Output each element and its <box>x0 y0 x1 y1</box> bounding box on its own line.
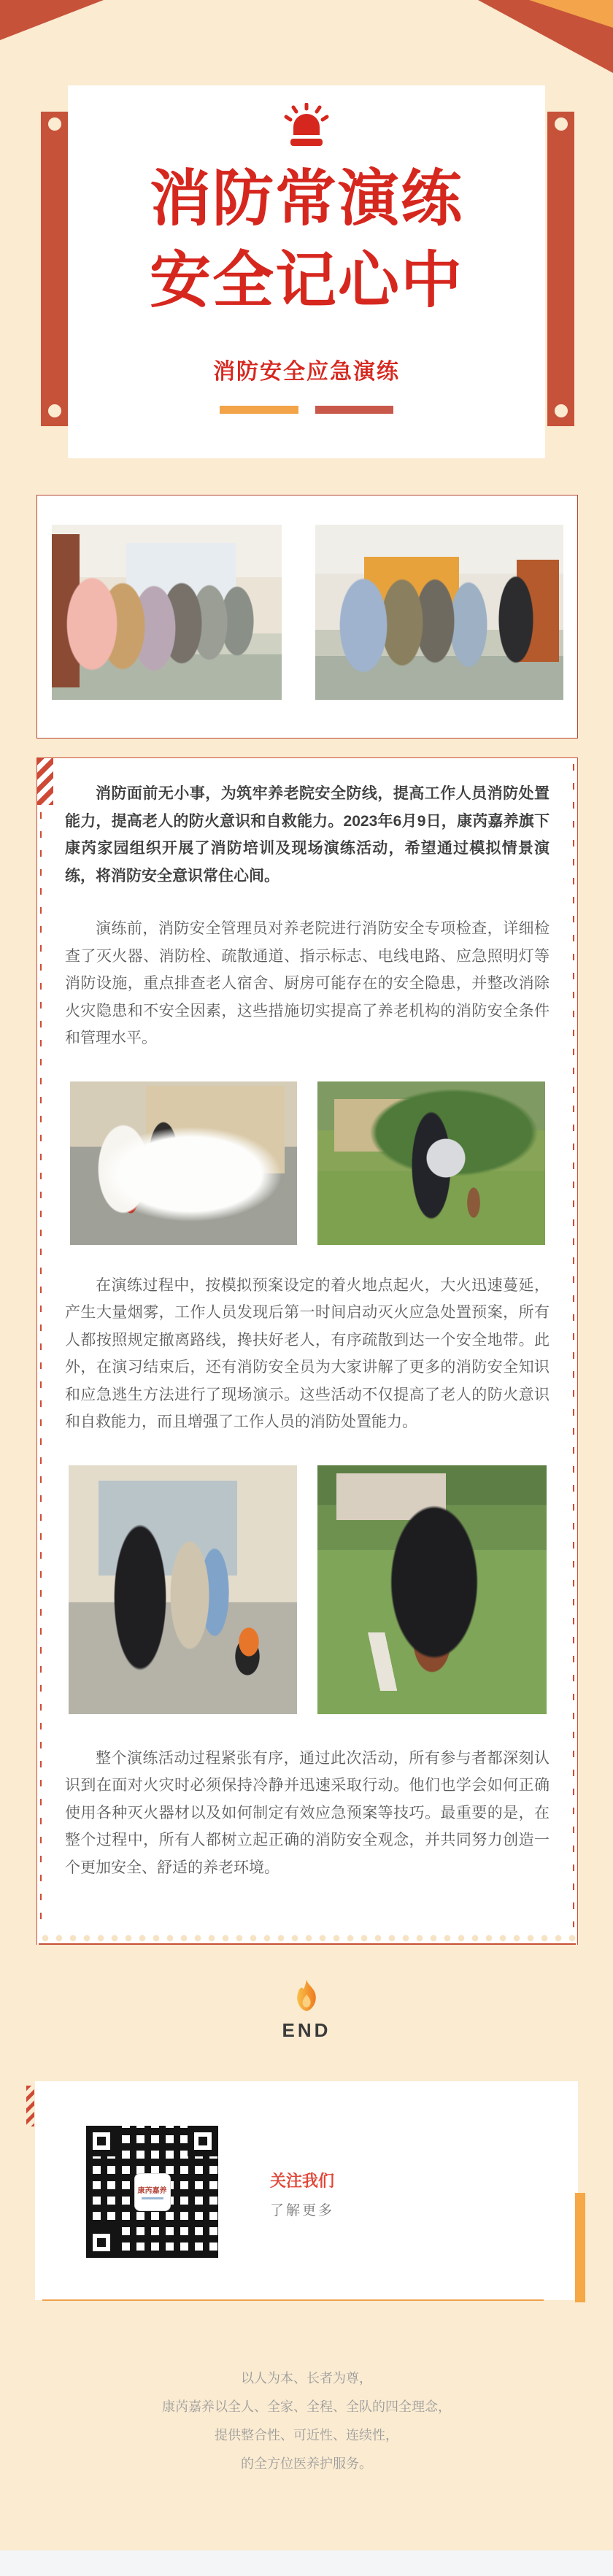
qr-code-pattern <box>86 2126 218 2258</box>
flame-icon <box>0 1979 613 2016</box>
footer-line-2: 康芮嘉养以全人、全家、全程、全队的四全理念， <box>162 2399 451 2414</box>
photo-hydrant-hose-connection <box>317 1465 547 1714</box>
article-paragraph-2: 演练前，消防安全管理员对养老院进行消防安全专项检查，详细检查了灭火器、消防栓、疏散通道、指示标志、电线电路、应急照明灯等消防设施，重点排查老人宿舍、厨房可能存在的安全隐患，并整改消除火灾隐患和不安全因素，这些措施切实提高了养老机构的消防安全条件和管理水平。 <box>65 920 550 1046</box>
page-title-line2: 安全记心中 <box>149 246 463 315</box>
underline-bar-orange <box>220 406 298 414</box>
photo-burning-bucket-briefing <box>69 1465 297 1714</box>
article-paragraph-4: 整个演练活动过程紧张有序，通过此次活动，所有参与者都深刻认识到在面对火灾时必须保持冷静并迅速采取行动。他们也学会如何正确使用各种灭火器材以及如何制定有效应急预案等技巧。最重要的是，在整个过程中，所有人都树立起正确的消防安全观念，并共同努力创造一个更加安全、舒适的养老环境。 <box>65 1749 550 1876</box>
photo-row-field-demo <box>65 1465 550 1714</box>
photo-fire-extinguisher-practice <box>70 1081 297 1245</box>
banner-left-tab <box>41 112 68 426</box>
page-subtitle: 消防安全应急演练 <box>213 360 400 384</box>
article-card <box>36 757 578 1945</box>
qr-card-stripes-decoration <box>26 2086 34 2126</box>
footer-motto <box>0 2364 613 2478</box>
qr-code <box>80 2120 224 2264</box>
card-perforated-bottom-edge <box>39 1932 576 1945</box>
qr-finder-top-left <box>86 2126 117 2156</box>
article-paragraph-3: 在演练过程中，按模拟预案设定的着火地点起火，大火迅速蔓延，产生大量烟雾，工作人员发现后第一时间启动灭火应急处置预案，所有人都按照规定撤离路线，搀扶好老人，有序疏散到达一个安全地带。此外，在演习结束后，还有消防安全员为大家讲解了更多的消防安全知识和应急逃生方法进行了现场演示。这些活动不仅提高了老人的防火意识和自救能力，而且增强了工作人员的消防处置能力。 <box>65 1276 550 1430</box>
qr-card-orange-accent-bar <box>575 2193 585 2302</box>
qr-logo-subline <box>142 2197 163 2199</box>
qr-finder-top-right <box>188 2126 218 2156</box>
photo-row-extinguisher-drill <box>65 1081 550 1245</box>
end-label: END <box>282 2019 331 2041</box>
bottom-strip <box>0 2550 613 2576</box>
qr-finder-bottom-left <box>86 2227 117 2258</box>
banner-right-tab <box>547 112 574 426</box>
qr-card-orange-underline <box>42 2299 544 2301</box>
photo-fire-hose-carry <box>317 1081 545 1245</box>
follow-us-subtitle: 了解更多 <box>270 2203 335 2218</box>
underline-bar-red <box>315 406 393 414</box>
article-paragraph-1: 消防面前无小事，为筑牢养老院安全防线，提高工作人员消防处置能力，提高老人的防火意识和自救能力。2023年6月9日，康芮嘉养旗下康芮家园组织开展了消防培训及现场演练活动，希望通过模拟情景演练，将消防安全意识常住心间。 <box>65 785 550 884</box>
end-section <box>0 1979 613 2042</box>
page-title <box>68 158 545 321</box>
corner-triangle-top-left <box>0 0 104 40</box>
qr-logo-text: 康芮嘉养 <box>137 2187 167 2195</box>
corner-stripes-decoration <box>37 758 53 805</box>
photo-card-evacuation <box>36 495 578 739</box>
follow-us-card <box>35 2081 578 2300</box>
follow-us-title: 关注我们 <box>270 2172 335 2190</box>
photo-evacuation-hallway-group <box>315 525 563 700</box>
photo-evacuation-hallway-line <box>52 525 282 700</box>
footer-line-1: 以人为本、长者为尊， <box>241 2371 372 2386</box>
siren-alarm-icon <box>68 103 545 155</box>
page-title-line1: 消防常演练 <box>149 164 463 233</box>
footer-line-4: 的全方位医养护服务。 <box>241 2456 372 2471</box>
footer-line-3: 提供整合性、可近性、连续性， <box>215 2428 398 2442</box>
title-underline-bars <box>68 406 545 414</box>
qr-center-logo <box>134 2173 171 2211</box>
banner-title-card <box>68 85 545 458</box>
